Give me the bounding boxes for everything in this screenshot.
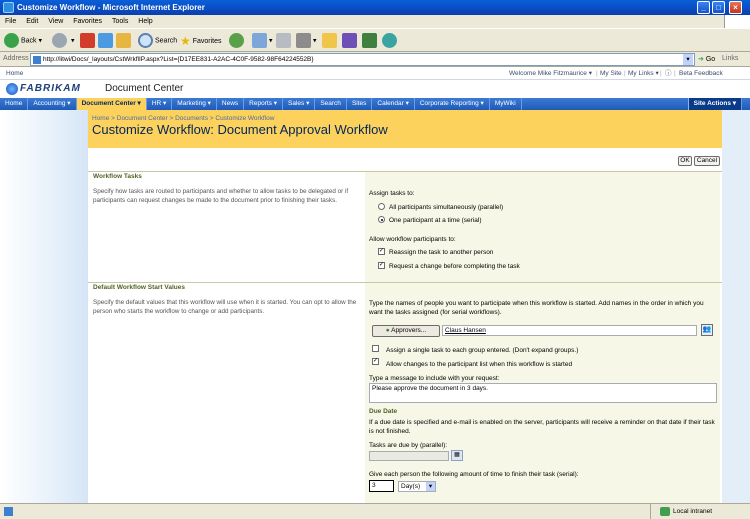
print-button[interactable]: [276, 33, 293, 49]
welcome-menu[interactable]: Welcome Mike Fitzmaurice ▾: [509, 70, 592, 77]
top-navigation: [0, 98, 750, 110]
intranet-zone-icon: [660, 507, 670, 516]
address-book-icon[interactable]: 👥: [701, 324, 713, 336]
sharepoint-linkbar: Home Welcome Mike Fitzmaurice ▾ | My Site | My Links ▾ | ⓘ | Beta Feedback: [0, 67, 750, 80]
time-unit-select[interactable]: Day(s) ▾: [398, 481, 436, 492]
messenger-icon: [382, 33, 397, 48]
cancel-button[interactable]: Cancel: [694, 156, 720, 166]
site-actions-menu[interactable]: Site Actions ▾: [688, 98, 742, 110]
stop-icon: [80, 33, 95, 48]
nav-sites[interactable]: Sites: [347, 98, 372, 110]
mail-icon: [252, 33, 267, 48]
nav-sales[interactable]: Sales ▾: [283, 98, 315, 110]
allow-participants-label: Allow workflow participants to:: [369, 236, 456, 243]
window-titlebar: [0, 0, 750, 15]
allow-changes-label: Allow changes to the participant list when this workflow is started: [386, 361, 573, 368]
favorites-button[interactable]: ★ Favorites: [180, 34, 222, 48]
search-icon: [138, 33, 153, 48]
menu-edit[interactable]: Edit: [26, 18, 39, 25]
address-input[interactable]: [30, 53, 695, 66]
nav-calendar[interactable]: Calendar ▾: [372, 98, 414, 110]
status-bar: [0, 503, 750, 519]
browser-toolbar: [0, 28, 750, 52]
nav-corporate-reporting[interactable]: Corporate Reporting ▾: [415, 98, 490, 110]
mail-button[interactable]: ▾: [252, 33, 273, 49]
research-icon: [362, 33, 377, 48]
go-arrow-icon: ➜: [698, 56, 704, 63]
home-button[interactable]: [116, 33, 133, 49]
page-icon: [33, 56, 41, 64]
menu-tools[interactable]: Tools: [112, 18, 129, 25]
chevron-down-icon: ▾: [426, 482, 435, 491]
nav-mywiki[interactable]: MyWiki: [490, 98, 522, 110]
menu-view[interactable]: View: [48, 18, 64, 25]
parallel-option-label: All participants simultaneously (parallel): [389, 204, 504, 211]
nav-accounting[interactable]: Accounting ▾: [28, 98, 76, 110]
stop-button[interactable]: [80, 33, 97, 49]
single-task-checkbox[interactable]: [372, 345, 379, 352]
print-icon: [276, 33, 291, 48]
folder-button[interactable]: [322, 33, 339, 49]
ok-button[interactable]: OK: [678, 156, 692, 166]
message-label: Type a message to include with your request:: [369, 375, 500, 382]
start-values-heading: Default Workflow Start Values: [93, 284, 185, 291]
due-date-heading: Due Date: [369, 408, 398, 415]
my-site-link[interactable]: My Site: [600, 70, 622, 77]
links-label[interactable]: Links: [722, 55, 739, 62]
assign-tasks-label: Assign tasks to:: [369, 190, 415, 197]
nav-marketing[interactable]: Marketing ▾: [172, 98, 217, 110]
window-title: Customize Workflow - Microsoft Internet Explorer: [17, 3, 205, 12]
edit-button[interactable]: ▾: [296, 33, 317, 49]
time-amount-input[interactable]: 3: [369, 480, 394, 492]
close-button[interactable]: ×: [729, 1, 742, 14]
security-zone-label: Local intranet: [673, 508, 713, 515]
nav-home[interactable]: Home: [0, 98, 28, 110]
discuss-button[interactable]: [342, 33, 359, 49]
help-icon[interactable]: ⓘ: [665, 70, 672, 77]
single-task-label: Assign a single task to each group entered. (Don't expand groups.): [386, 347, 579, 354]
star-icon: ★: [180, 34, 191, 48]
address-dropdown-icon[interactable]: ▾: [683, 54, 693, 65]
workflow-tasks-description: Specify how tasks are routed to participants and whether to allow tasks to be delegated or if participants can request changes be made to the document prior to finishing their tasks.: [93, 188, 349, 204]
research-button[interactable]: [362, 33, 379, 49]
brand-header: [0, 80, 750, 98]
people-icon: ●: [385, 327, 390, 334]
back-arrow-icon: [4, 33, 19, 48]
menu-bar: [0, 15, 750, 28]
breadcrumb[interactable]: Home > Document Center > Documents > Customize Workflow: [92, 115, 275, 122]
refresh-button[interactable]: [98, 33, 115, 49]
nav-document-center[interactable]: Document Center ▾: [77, 98, 147, 110]
history-button[interactable]: [229, 33, 246, 49]
nav-news[interactable]: News: [217, 98, 244, 110]
menu-help[interactable]: Help: [138, 18, 153, 25]
search-button[interactable]: Search: [138, 33, 177, 49]
parallel-radio[interactable]: [378, 203, 385, 210]
left-gradient-panel: [0, 110, 88, 503]
folder-icon: [322, 33, 337, 48]
address-url: http://litwi/Docs/_layouts/CstWrkflIP.aspx?List={D17EE831-A2AC-4C0F-9582-98F64224552B}: [43, 56, 314, 63]
back-button[interactable]: Back ▾: [4, 33, 42, 49]
forward-button[interactable]: ▾: [52, 33, 74, 49]
history-icon: [229, 33, 244, 48]
go-button[interactable]: ➜ Go: [698, 56, 716, 63]
nav-hr[interactable]: HR ▾: [147, 98, 172, 110]
forward-arrow-icon: [52, 33, 67, 48]
page-done-icon: [4, 507, 13, 516]
nav-reports[interactable]: Reports ▾: [244, 98, 283, 110]
minimize-button[interactable]: _: [697, 1, 710, 14]
time-allowed-label: Give each person the following amount of time to finish their task (serial):: [369, 471, 579, 478]
participants-prompt: Type the names of people you want to participate when this workflow is started. Add names in the order in which you want the tasks assigned (for serial workflows).: [369, 300, 704, 316]
brand-logo-text: FABRIKAM: [20, 83, 81, 94]
workflow-tasks-heading: Workflow Tasks: [93, 173, 142, 180]
beta-feedback-link[interactable]: Beta Feedback: [679, 70, 723, 77]
request-change-checkbox[interactable]: ✓: [379, 262, 385, 268]
serial-radio[interactable]: [378, 216, 385, 223]
address-label: Address: [3, 55, 29, 62]
calendar-icon[interactable]: ▦: [451, 450, 463, 461]
home-icon: [116, 33, 131, 48]
approvers-button[interactable]: ● Approvers...: [372, 325, 440, 337]
home-link[interactable]: Home: [6, 70, 24, 77]
fabrikam-logo-icon: [6, 83, 18, 95]
due-parallel-label: Tasks are due by (parallel):: [369, 442, 448, 449]
address-bar: [0, 52, 750, 67]
my-links-menu[interactable]: My Links ▾: [628, 70, 659, 77]
maximize-button[interactable]: □: [712, 1, 725, 14]
messenger-button[interactable]: [382, 33, 399, 49]
page-title: Customize Workflow: Document Approval Workflow: [92, 122, 388, 137]
request-change-label: Request a change before completing the task: [389, 263, 520, 270]
allow-changes-checkbox[interactable]: ✓: [373, 358, 379, 364]
site-title[interactable]: Document Center: [105, 83, 184, 94]
menu-favorites[interactable]: Favorites: [73, 18, 103, 25]
refresh-icon: [98, 33, 113, 48]
right-gradient-panel: [722, 110, 750, 503]
start-values-description: Specify the default values that this workflow will use when it is started. You can opt to allow the person who starts the workflow to change or add participants.: [93, 299, 357, 315]
edit-icon: [296, 33, 311, 48]
approver-name[interactable]: Claus Hansen: [445, 327, 486, 334]
due-date-input[interactable]: [369, 451, 449, 461]
reassign-label: Reassign the task to another person: [389, 249, 494, 256]
ie-icon: [3, 2, 14, 13]
reassign-checkbox[interactable]: ✓: [379, 248, 385, 254]
discuss-icon: [342, 33, 357, 48]
nav-search[interactable]: Search: [315, 98, 347, 110]
approvers-input[interactable]: [442, 325, 697, 336]
menu-file[interactable]: File: [5, 18, 17, 25]
due-date-description: If a due date is specified and e-mail is enabled on the server, participants will receive a reminder on that date if their task is not finished.: [369, 419, 715, 435]
serial-option-label: One participant at a time (serial): [389, 217, 482, 224]
message-textarea[interactable]: Please approve the document in 3 days.: [369, 383, 717, 403]
